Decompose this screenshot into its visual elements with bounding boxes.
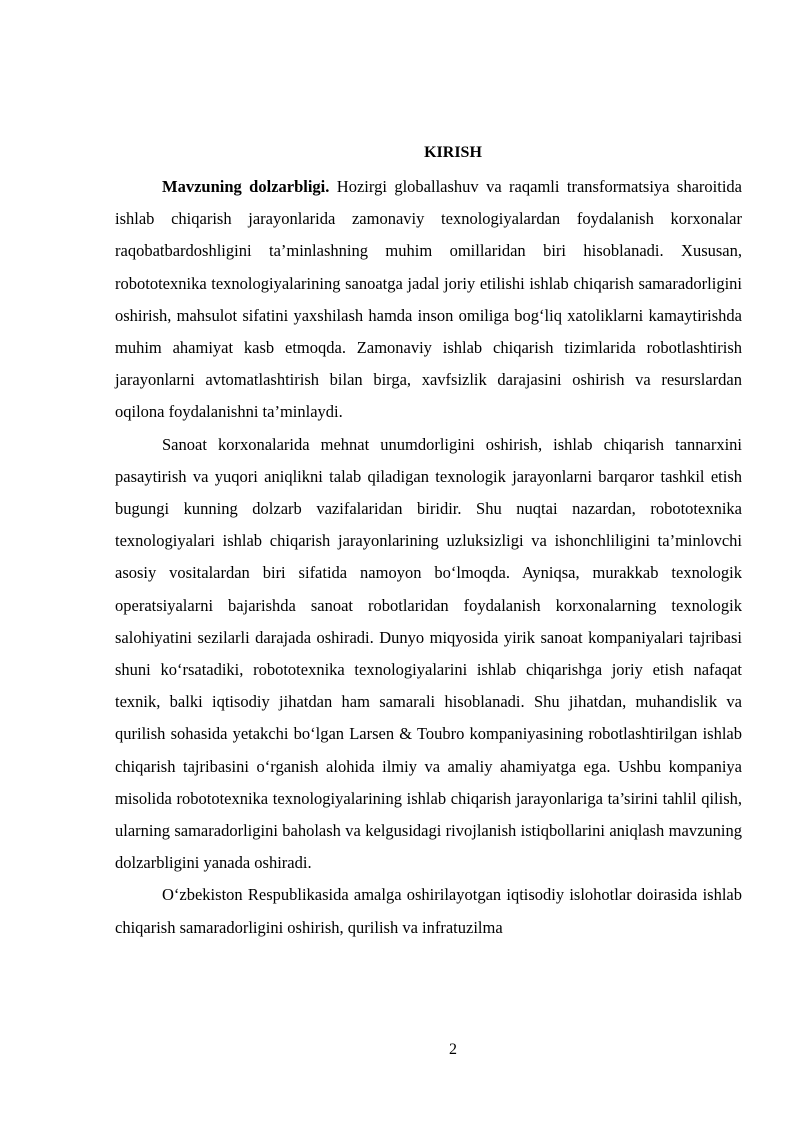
document-body: [115, 171, 742, 944]
paragraph-relevance: [115, 171, 742, 429]
paragraph-text: Hozirgi globallashuv va raqamli transformatsiya sharoitida ishlab chiqarish jarayonlarida zamonaviy texnologiyalardan foydalanish korxonalar raqobatbardoshligini ta’minlashning muhim omillaridan biri hisoblanadi. Xususan, robototexnika texnologiyalarining sanoatga jadal joriy etilishi ishlab chiqarish samaradorligini oshirish, mahsulot sifatini yaxshilash hamda inson omiliga bog‘liq xatoliklarni kamaytirishda muhim ahamiyat kasb etmoqda. Zamonaviy ishlab chiqarish tizimlarida robotlashtirish jarayonlarni avtomatlashtirish bilan birga, xavfsizlik darajasini oshirish va resurslardan oqilona foydalanishni ta’minlaydi.: [115, 177, 742, 422]
paragraph-lead: Mavzuning dolzarbligi.: [162, 177, 330, 196]
page-number: 2: [449, 1041, 457, 1058]
paragraph-uzbekistan: O‘zbekiston Respublikasida amalga oshirilayotgan iqtisodiy islohotlar doirasida ishlab chiqarish samaradorligini oshirish, qurilish va infratuzilma: [115, 885, 742, 937]
page-title: KIRISH: [424, 144, 482, 161]
paragraph-industry: Sanoat korxonalarida mehnat unumdorligini oshirish, ishlab chiqarish tannarxini pasaytirish va yuqori aniqlikni talab qiladigan texnologik jarayonlarni barqaror tashkil etish bugungi kunning dolzarb vazifalaridan biridir. Shu nuqtai nazardan, robototexnika texnologiyalari ishlab chiqarish jarayonlarining uzluksizligi va ishonchliligini ta’minlovchi asosiy vositalardan biri sifatida namoyon bo‘lmoqda. Ayniqsa, murakkab texnologik operatsiyalarni bajarishda sanoat robotlaridan foydalanish korxonalarning texnologik salohiyatini sezilarli darajada oshiradi. Dunyo miqyosida yirik sanoat kompaniyalari tajribasi shuni ko‘rsatadiki, robototexnika texnologiyalarini ishlab chiqarishga joriy etish nafaqat texnik, balki iqtisodiy jihatdan ham samarali hisoblanadi. Shu jihatdan, muhandislik va qurilish sohasida yetakchi bo‘lgan Larsen & Toubro kompaniyasining robotlashtirilgan ishlab chiqarish tajribasini o‘rganish alohida ilmiy va amaliy ahamiyatga ega. Ushbu kompaniya misolida robototexnika texnologiyalarining ishlab chiqarish jarayonlariga ta’sirini tahlil qilish, ularning samaradorligini baholash va kelgusidagi rivojlanish istiqbollarini aniqlash mavzuning dolzarbligini yanada oshiradi.: [115, 434, 742, 873]
